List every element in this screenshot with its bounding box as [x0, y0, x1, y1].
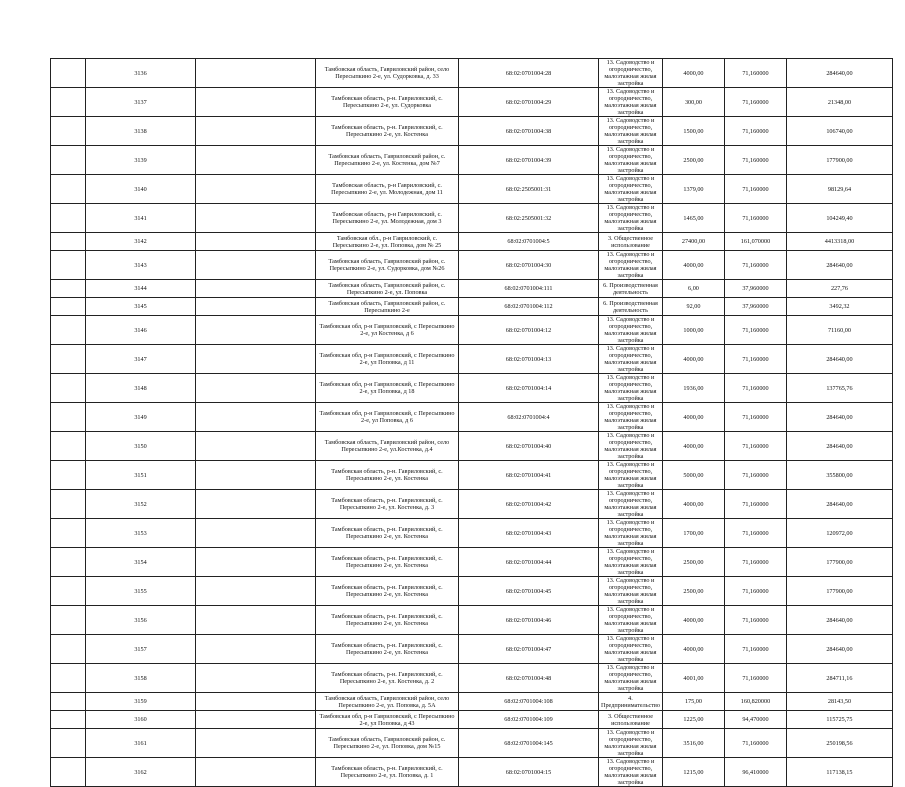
rate-cell: 160,820000: [724, 693, 786, 711]
empty-cell: [196, 374, 316, 403]
empty-cell: [51, 635, 86, 664]
rate-cell: 71,160000: [724, 519, 786, 548]
address-cell: Тамбовская область, р-н. Гавриловский, с. Пересыпкино 2-е, ул. Костенка: [316, 548, 459, 577]
table-row: [51, 403, 893, 432]
land-use-cell: 13. Садоводство и огородничество, малоэтажная жилая застройка: [599, 664, 663, 693]
area-cell: 4000,00: [662, 251, 724, 280]
address-cell: Тамбовская область, р-н. Гавриловский, с. Пересыпкино 2-е, ул. Костенка: [316, 519, 459, 548]
empty-cell: [196, 204, 316, 233]
cadastral-value-cell: 284640,00: [786, 635, 892, 664]
area-cell: 1215,00: [662, 758, 724, 787]
empty-cell: [196, 635, 316, 664]
cadastral-value-cell: 115725,75: [786, 711, 892, 729]
row-number-cell: 3145: [86, 298, 196, 316]
cadastral-number-cell: 68:02:0701004:145: [459, 729, 599, 758]
cadastral-value-cell: 284640,00: [786, 251, 892, 280]
empty-cell: [196, 577, 316, 606]
cadastral-value-cell: 284640,00: [786, 432, 892, 461]
table-row: [51, 758, 893, 787]
table-row: [51, 233, 893, 251]
cadastral-number-cell: 68:02:0701004:48: [459, 664, 599, 693]
row-number-cell: 3155: [86, 577, 196, 606]
address-cell: Тамбовская область, Гавриловский район, с. Пересыпкино 2-е, ул. Поповка: [316, 280, 459, 298]
rate-cell: 71,160000: [724, 175, 786, 204]
cadastral-number-cell: 68:02:0701004:41: [459, 461, 599, 490]
rate-cell: 71,160000: [724, 251, 786, 280]
address-cell: Тамбовская область, Гавриловский район, с. Пересыпкино 2-е: [316, 298, 459, 316]
area-cell: 1500,00: [662, 117, 724, 146]
cadastral-value-cell: 284640,00: [786, 403, 892, 432]
cadastral-number-cell: 68:02:0701004:38: [459, 117, 599, 146]
land-use-cell: 4. Предпринимательство: [599, 693, 663, 711]
rate-cell: 37,960000: [724, 298, 786, 316]
cadastral-value-cell: 120972,00: [786, 519, 892, 548]
row-number-cell: 3138: [86, 117, 196, 146]
area-cell: 5000,00: [662, 461, 724, 490]
area-cell: 4000,00: [662, 59, 724, 88]
cadastral-value-cell: 284640,00: [786, 490, 892, 519]
empty-cell: [196, 519, 316, 548]
empty-cell: [196, 175, 316, 204]
row-number-cell: 3156: [86, 606, 196, 635]
cadastral-number-cell: 68:02:0701004:45: [459, 577, 599, 606]
land-use-cell: 6. Производственная деятельность: [599, 280, 663, 298]
empty-cell: [196, 548, 316, 577]
table-row: [51, 316, 893, 345]
cadastral-value-cell: 4413318,00: [786, 233, 892, 251]
table-row: [51, 374, 893, 403]
address-cell: Тамбовская область, р-н. Гавриловский, с. Пересыпкино 2-е, ул. Поповка, д. 1: [316, 758, 459, 787]
land-use-cell: 3. Общественное использование: [599, 711, 663, 729]
row-number-cell: 3144: [86, 280, 196, 298]
land-use-cell: 13. Садоводство и огородничество, малоэтажная жилая застройка: [599, 146, 663, 175]
cadastral-number-cell: 68:02:0701004:111: [459, 280, 599, 298]
table-row: [51, 146, 893, 175]
row-number-cell: 3152: [86, 490, 196, 519]
cadastral-value-cell: 3492,32: [786, 298, 892, 316]
area-cell: 27400,00: [662, 233, 724, 251]
rate-cell: 71,160000: [724, 88, 786, 117]
row-number-cell: 3143: [86, 251, 196, 280]
cadastral-number-cell: 68:02:0701004:30: [459, 251, 599, 280]
cadastral-number-cell: 68:02:0701004:13: [459, 345, 599, 374]
empty-cell: [196, 664, 316, 693]
empty-cell: [196, 461, 316, 490]
rate-cell: 71,160000: [724, 548, 786, 577]
address-cell: Тамбовская обл, р-н Гавриловский, с Пересыпкино 2-е, ул Поповка, д 11: [316, 345, 459, 374]
registry-table: [50, 58, 893, 787]
address-cell: Тамбовская область, р-н. Гавриловский, с. Пересыпкино 2-е, ул. Костенка: [316, 606, 459, 635]
table-row: [51, 664, 893, 693]
table-row: [51, 251, 893, 280]
row-number-cell: 3158: [86, 664, 196, 693]
rate-cell: 71,160000: [724, 204, 786, 233]
empty-cell: [51, 606, 86, 635]
empty-cell: [51, 374, 86, 403]
empty-cell: [196, 117, 316, 146]
cadastral-number-cell: 68:02:0701004:14: [459, 374, 599, 403]
empty-cell: [196, 606, 316, 635]
cadastral-value-cell: 177900,00: [786, 146, 892, 175]
land-use-cell: 13. Садоводство и огородничество, малоэтажная жилая застройка: [599, 204, 663, 233]
cadastral-number-cell: 68:02:0701004:12: [459, 316, 599, 345]
empty-cell: [51, 233, 86, 251]
cadastral-value-cell: 227,76: [786, 280, 892, 298]
cadastral-number-cell: 68:02:0701004:5: [459, 233, 599, 251]
empty-cell: [196, 711, 316, 729]
row-number-cell: 3146: [86, 316, 196, 345]
rate-cell: 71,160000: [724, 490, 786, 519]
empty-cell: [51, 432, 86, 461]
row-number-cell: 3150: [86, 432, 196, 461]
address-cell: Тамбовская обл, р-н Гавриловский, с Пересыпкино 2-е, ул Поповка, д 6: [316, 403, 459, 432]
cadastral-value-cell: 284711,16: [786, 664, 892, 693]
table-row: [51, 490, 893, 519]
row-number-cell: 3154: [86, 548, 196, 577]
cadastral-value-cell: 137765,76: [786, 374, 892, 403]
table-row: [51, 711, 893, 729]
table-row: [51, 577, 893, 606]
empty-cell: [51, 117, 86, 146]
row-number-cell: 3148: [86, 374, 196, 403]
land-use-cell: 13. Садоводство и огородничество, малоэтажная жилая застройка: [599, 175, 663, 204]
table-row: [51, 117, 893, 146]
cadastral-value-cell: 284640,00: [786, 606, 892, 635]
address-cell: Тамбовская область, р-н. Гавриловский, с. Пересыпкино 2-е, ул. Судорковка: [316, 88, 459, 117]
land-use-cell: 3. Общественное использование: [599, 233, 663, 251]
cadastral-number-cell: 68:02:0701004:43: [459, 519, 599, 548]
land-use-cell: 13. Садоводство и огородничество, малоэтажная жилая застройка: [599, 316, 663, 345]
rate-cell: 71,160000: [724, 577, 786, 606]
row-number-cell: 3140: [86, 175, 196, 204]
land-use-cell: 13. Садоводство и огородничество, малоэтажная жилая застройка: [599, 117, 663, 146]
empty-cell: [51, 711, 86, 729]
empty-cell: [51, 146, 86, 175]
cadastral-number-cell: 68:02:0701004:39: [459, 146, 599, 175]
row-number-cell: 3142: [86, 233, 196, 251]
rate-cell: 71,160000: [724, 316, 786, 345]
empty-cell: [196, 693, 316, 711]
area-cell: 4000,00: [662, 606, 724, 635]
address-cell: Тамбовская область, р-н. Гавриловский, с. Пересыпкино 2-е, ул. Костенка: [316, 577, 459, 606]
cadastral-number-cell: 68:02:2505001:32: [459, 204, 599, 233]
empty-cell: [196, 88, 316, 117]
land-use-cell: 13. Садоводство и огородничество, малоэтажная жилая застройка: [599, 577, 663, 606]
row-number-cell: 3160: [86, 711, 196, 729]
empty-cell: [51, 664, 86, 693]
land-use-cell: 13. Садоводство и огородничество, малоэтажная жилая застройка: [599, 519, 663, 548]
area-cell: 300,00: [662, 88, 724, 117]
cadastral-value-cell: 177900,00: [786, 577, 892, 606]
address-cell: Тамбовская область, Гавриловский район, с. Пересыпкино 2-е, ул. Поповка, дом №15: [316, 729, 459, 758]
table-row: [51, 88, 893, 117]
area-cell: 3516,00: [662, 729, 724, 758]
table-row: [51, 298, 893, 316]
empty-cell: [51, 548, 86, 577]
cadastral-number-cell: 68:02:0701004:42: [459, 490, 599, 519]
table-row: [51, 59, 893, 88]
land-use-cell: 13. Садоводство и огородничество, малоэтажная жилая застройка: [599, 59, 663, 88]
rate-cell: 71,160000: [724, 635, 786, 664]
land-use-cell: 13. Садоводство и огородничество, малоэтажная жилая застройка: [599, 88, 663, 117]
empty-cell: [196, 403, 316, 432]
empty-cell: [51, 175, 86, 204]
cadastral-value-cell: 71160,00: [786, 316, 892, 345]
row-number-cell: 3151: [86, 461, 196, 490]
empty-cell: [51, 88, 86, 117]
empty-cell: [51, 729, 86, 758]
table-row: [51, 548, 893, 577]
cadastral-number-cell: 68:02:0701004:46: [459, 606, 599, 635]
cadastral-number-cell: 68:02:0701004:108: [459, 693, 599, 711]
empty-cell: [196, 251, 316, 280]
rate-cell: 161,070000: [724, 233, 786, 251]
land-use-cell: 13. Садоводство и огородничество, малоэтажная жилая застройка: [599, 758, 663, 787]
table-row: [51, 606, 893, 635]
address-cell: Тамбовская область, Гавриловский район, село Пересыпкино 2-е, ул.Костенка, д.4: [316, 432, 459, 461]
address-cell: Тамбовская область, Гавриловский район, с. Пересыпкино 2-е, ул. Судорковка, дом №26: [316, 251, 459, 280]
empty-cell: [196, 729, 316, 758]
empty-cell: [51, 693, 86, 711]
cadastral-value-cell: 250198,56: [786, 729, 892, 758]
cadastral-value-cell: 28143,50: [786, 693, 892, 711]
table-row: [51, 280, 893, 298]
area-cell: 4000,00: [662, 432, 724, 461]
row-number-cell: 3157: [86, 635, 196, 664]
cadastral-number-cell: 68:02:0701004:40: [459, 432, 599, 461]
empty-cell: [51, 345, 86, 374]
empty-cell: [51, 577, 86, 606]
row-number-cell: 3141: [86, 204, 196, 233]
cadastral-number-cell: 68:02:0701004:112: [459, 298, 599, 316]
rate-cell: 71,160000: [724, 432, 786, 461]
empty-cell: [51, 316, 86, 345]
rate-cell: 71,160000: [724, 345, 786, 374]
area-cell: 92,00: [662, 298, 724, 316]
rate-cell: 71,160000: [724, 117, 786, 146]
cadastral-number-cell: 68:02:0701004:29: [459, 88, 599, 117]
empty-cell: [196, 316, 316, 345]
row-number-cell: 3137: [86, 88, 196, 117]
row-number-cell: 3162: [86, 758, 196, 787]
rate-cell: 71,160000: [724, 461, 786, 490]
land-use-cell: 13. Садоводство и огородничество, малоэтажная жилая застройка: [599, 345, 663, 374]
address-cell: Тамбовская область, р-н. Гавриловский, с. Пересыпкино 2-е, ул. Костенка: [316, 117, 459, 146]
area-cell: 6,00: [662, 280, 724, 298]
cadastral-number-cell: 68:02:0701004:28: [459, 59, 599, 88]
area-cell: 1225,00: [662, 711, 724, 729]
address-cell: Тамбовская область, Гавриловский район, село Пересыпкино 2-е, ул. Поповка, д. 5А: [316, 693, 459, 711]
cadastral-number-cell: 68:02:0701004:109: [459, 711, 599, 729]
table-row: [51, 461, 893, 490]
rate-cell: 71,160000: [724, 403, 786, 432]
table-row: [51, 635, 893, 664]
area-cell: 2500,00: [662, 577, 724, 606]
land-use-cell: 13. Садоводство и огородничество, малоэтажная жилая застройка: [599, 548, 663, 577]
empty-cell: [51, 490, 86, 519]
area-cell: 4000,00: [662, 635, 724, 664]
area-cell: 4000,00: [662, 345, 724, 374]
row-number-cell: 3153: [86, 519, 196, 548]
rate-cell: 71,160000: [724, 59, 786, 88]
cadastral-value-cell: 355800,00: [786, 461, 892, 490]
area-cell: 1379,00: [662, 175, 724, 204]
cadastral-value-cell: 117138,15: [786, 758, 892, 787]
table-row: [51, 204, 893, 233]
empty-cell: [196, 59, 316, 88]
cadastral-value-cell: 21348,00: [786, 88, 892, 117]
area-cell: 1000,00: [662, 316, 724, 345]
cadastral-number-cell: 68:02:0701004:47: [459, 635, 599, 664]
row-number-cell: 3159: [86, 693, 196, 711]
cadastral-number-cell: 68:02:2505001:31: [459, 175, 599, 204]
address-cell: Тамбовская область, р-н. Гавриловский, с. Пересыпкино 2-е, ул. Костенка: [316, 635, 459, 664]
area-cell: 2500,00: [662, 146, 724, 175]
area-cell: 1936,00: [662, 374, 724, 403]
land-use-cell: 13. Садоводство и огородничество, малоэтажная жилая застройка: [599, 490, 663, 519]
land-use-cell: 13. Садоводство и огородничество, малоэтажная жилая застройка: [599, 606, 663, 635]
land-use-cell: 13. Садоводство и огородничество, малоэтажная жилая застройка: [599, 461, 663, 490]
cadastral-number-cell: 68:02:0701004:4: [459, 403, 599, 432]
row-number-cell: 3139: [86, 146, 196, 175]
area-cell: 2500,00: [662, 548, 724, 577]
empty-cell: [51, 204, 86, 233]
address-cell: Тамбовская обл, р-н Гавриловский, с Пересыпкино 2-е, ул Поповка, д 18: [316, 374, 459, 403]
cadastral-value-cell: 104249,40: [786, 204, 892, 233]
area-cell: 4000,00: [662, 490, 724, 519]
empty-cell: [51, 519, 86, 548]
address-cell: Тамбовская область, р-н Гавриловский, с. Пересыпкино 2-е, ул. Молодежная, дом 11: [316, 175, 459, 204]
address-cell: Тамбовская область, р-н. Гавриловский, с. Пересыпкино 2-е, ул. Костенка, д. 3: [316, 490, 459, 519]
row-number-cell: 3149: [86, 403, 196, 432]
table-row: [51, 175, 893, 204]
land-use-cell: 13. Садоводство и огородничество, малоэтажная жилая застройка: [599, 635, 663, 664]
empty-cell: [51, 298, 86, 316]
empty-cell: [196, 758, 316, 787]
address-cell: Тамбовская обл., р-н Гавриловский, с. Пересыпкино 2-е, ул. Поповка, дом № 25: [316, 233, 459, 251]
empty-cell: [196, 345, 316, 374]
empty-cell: [196, 432, 316, 461]
row-number-cell: 3136: [86, 59, 196, 88]
area-cell: 1465,00: [662, 204, 724, 233]
empty-cell: [51, 461, 86, 490]
empty-cell: [51, 758, 86, 787]
table-row: [51, 729, 893, 758]
rate-cell: 71,160000: [724, 146, 786, 175]
rate-cell: 96,410000: [724, 758, 786, 787]
rate-cell: 37,960000: [724, 280, 786, 298]
table-row: [51, 345, 893, 374]
rate-cell: 71,160000: [724, 664, 786, 693]
empty-cell: [51, 403, 86, 432]
empty-cell: [51, 251, 86, 280]
address-cell: Тамбовская обл, р-н Гавриловский, с Пересыпкино 2-е, ул Костенка, д 6: [316, 316, 459, 345]
rate-cell: 71,160000: [724, 374, 786, 403]
land-use-cell: 13. Садоводство и огородничество, малоэтажная жилая застройка: [599, 432, 663, 461]
rate-cell: 71,160000: [724, 606, 786, 635]
cadastral-value-cell: 106740,00: [786, 117, 892, 146]
row-number-cell: 3147: [86, 345, 196, 374]
empty-cell: [51, 280, 86, 298]
land-use-cell: 13. Садоводство и огородничество, малоэтажная жилая застройка: [599, 729, 663, 758]
table-row: [51, 693, 893, 711]
area-cell: 4000,00: [662, 403, 724, 432]
land-use-cell: 13. Садоводство и огородничество, малоэтажная жилая застройка: [599, 251, 663, 280]
empty-cell: [196, 490, 316, 519]
area-cell: 1700,00: [662, 519, 724, 548]
rate-cell: 94,470000: [724, 711, 786, 729]
row-number-cell: 3161: [86, 729, 196, 758]
cadastral-value-cell: 177900,00: [786, 548, 892, 577]
address-cell: Тамбовская область, Гавриловский район, село Пересыпкино 2-е, ул. Судорковка, д. 33: [316, 59, 459, 88]
empty-cell: [196, 298, 316, 316]
area-cell: 175,00: [662, 693, 724, 711]
empty-cell: [51, 59, 86, 88]
empty-cell: [196, 146, 316, 175]
land-use-cell: 13. Садоводство и огородничество, малоэтажная жилая застройка: [599, 374, 663, 403]
address-cell: Тамбовская область, р-н Гавриловский, с. Пересыпкино 2-е, ул. Молодежная, дом 3: [316, 204, 459, 233]
address-cell: Тамбовская область, Гавриловский район, с. Пересыпкино 2-е, ул. Костенка, дом №7: [316, 146, 459, 175]
address-cell: Тамбовская область, р-н. Гавриловский, с. Пересыпкино 2-е, ул. Костенка, д. 2: [316, 664, 459, 693]
address-cell: Тамбовская обл, р-н Гавриловский, с Пересыпкино 2-е, ул Поповка, д 43: [316, 711, 459, 729]
area-cell: 4001,00: [662, 664, 724, 693]
rate-cell: 71,160000: [724, 729, 786, 758]
empty-cell: [196, 280, 316, 298]
address-cell: Тамбовская область, р-н. Гавриловский, с. Пересыпкино 2-е, ул. Костенка: [316, 461, 459, 490]
table-row: [51, 519, 893, 548]
cadastral-value-cell: 284640,00: [786, 345, 892, 374]
cadastral-number-cell: 68:02:0701004:15: [459, 758, 599, 787]
table-row: [51, 432, 893, 461]
cadastral-value-cell: 98129,64: [786, 175, 892, 204]
cadastral-number-cell: 68:02:0701004:44: [459, 548, 599, 577]
empty-cell: [196, 233, 316, 251]
land-use-cell: 13. Садоводство и огородничество, малоэтажная жилая застройка: [599, 403, 663, 432]
cadastral-value-cell: 284640,00: [786, 59, 892, 88]
land-use-cell: 6. Производственная деятельность: [599, 298, 663, 316]
